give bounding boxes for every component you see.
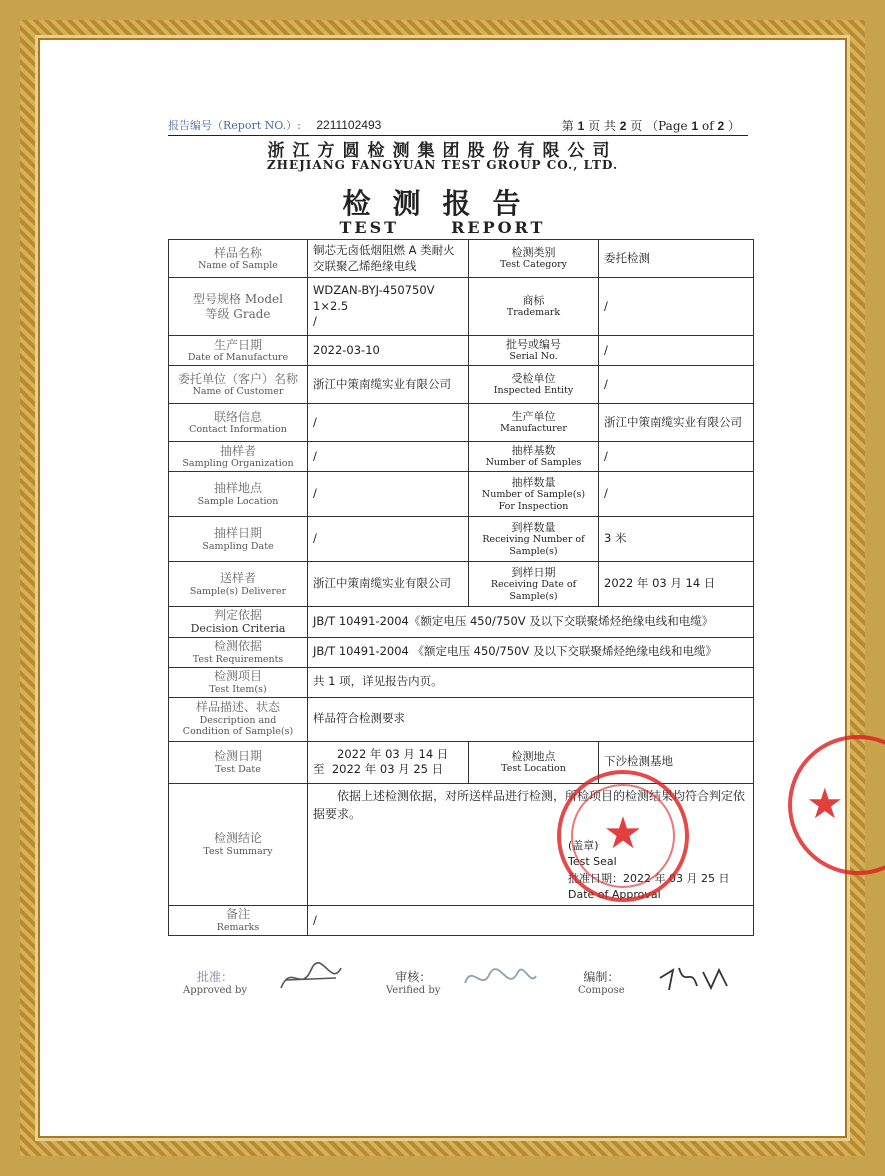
org-name-en: ZHEJIANG FANGYUAN TEST GROUP CO., LTD. [266, 158, 619, 172]
compose-by: 编制： Compose [578, 970, 625, 996]
company-seal-stamp [557, 770, 689, 902]
report-header [168, 117, 748, 136]
seal-block: (盖章) Test Seal 批准日期：2022 年 03 月 25 日 Date of Approval [568, 838, 730, 902]
table-row: 检测日期 Test Date 2022 年 03 月 14 日 至 2022 年 03 月 25 日 检测地点 Test Location 下沙检测基地 [169, 741, 754, 783]
title-cn: 检测报告 [342, 187, 543, 220]
composer-signature [655, 958, 735, 998]
verifier-signature [460, 958, 540, 998]
verified-by: 审核： Verified by [386, 970, 441, 996]
table-row: 抽样者 Sampling Organization / 抽样基数 Number of Samples / [169, 442, 754, 472]
table-row: 送样者 Sample(s) Deliverer 浙江中策南缆实业有限公司 到样日期 Receiving Date of Sample(s) 2022 年 03 月 14 日 [169, 562, 754, 607]
star-icon: ★ [806, 779, 844, 828]
table-row: 型号规格 Model 等级 Grade WDZAN-BYJ-450750V 1×2.5 / 商标 Trademark / [169, 278, 754, 336]
table-row: 备注 Remarks / [169, 905, 754, 935]
table-row: 检测结论 Test Summary 依据上述检测依据，对所送样品进行检测，所检项目的检测结果均符合判定依据要求。 (盖章) Test Seal 批准日期：2022 年 03 月 25 日 Date of Approval [169, 783, 754, 905]
approved-by: 批准： Approved by [183, 970, 248, 996]
table-row: 生产日期 Date of Manufacture 2022-03-10 批号或编号 Serial No. / [169, 336, 754, 366]
table-row: 样品名称 Name of Sample 铜芯无卤低烟阻燃 A 类耐火交联聚乙烯绝缘电线 检测类别 Test Category 委托检测 [169, 240, 754, 278]
table-row: 检测项目 Test Item(s) 共 1 项，详见报告内页。 [169, 667, 754, 697]
title-en: TEST REPORT [339, 218, 546, 237]
report-no: 2211102493 [316, 118, 382, 132]
report-no-label: 报告编号（Report NO.）: [168, 119, 301, 132]
table-row: 抽样日期 Sampling Date / 到样数量 Receiving Number of Sample(s) 3 米 [169, 517, 754, 562]
org-name-cn: 浙江方圆检测集团股份有限公司 [267, 141, 618, 161]
sample-name-value: 铜芯无卤低烟阻燃 A 类耐火交联聚乙烯绝缘电线 [308, 240, 469, 278]
table-row: 委托单位（客户）名称 Name of Customer 浙江中策南缆实业有限公司 受检单位 Inspected Entity / [169, 366, 754, 404]
table-row: 样品描述、状态 Description and Condition of Sample(s) 样品符合检测要求 [169, 697, 754, 741]
summary-text: 依据上述检测依据，对所送样品进行检测，所检项目的检测结果均符合判定依据要求。 [313, 788, 746, 822]
edge-seal-stamp [788, 735, 885, 875]
approver-signature [276, 958, 346, 998]
table-row: 联络信息 Contact Information / 生产单位 Manufacturer 浙江中策南缆实业有限公司 [169, 404, 754, 442]
star-icon: ★ [603, 808, 643, 859]
page-indicator: 第 1 页 共 2 页 （Page 1 of 2 ） [561, 119, 740, 133]
table-row: 检测依据 Test Requirements JB/T 10491-2004 《额定电压 450/750V 及以下交联聚烯烃绝缘电线和电缆》 [169, 637, 754, 667]
table-row: 判定依据 Decision Criteria JB/T 10491-2004《额定电压 450/750V 及以下交联聚烯烃绝缘电线和电缆》 [169, 607, 754, 638]
table-row: 抽样地点 Sample Location / 抽样数量 Number of Sample(s) For Inspection / [169, 472, 754, 517]
